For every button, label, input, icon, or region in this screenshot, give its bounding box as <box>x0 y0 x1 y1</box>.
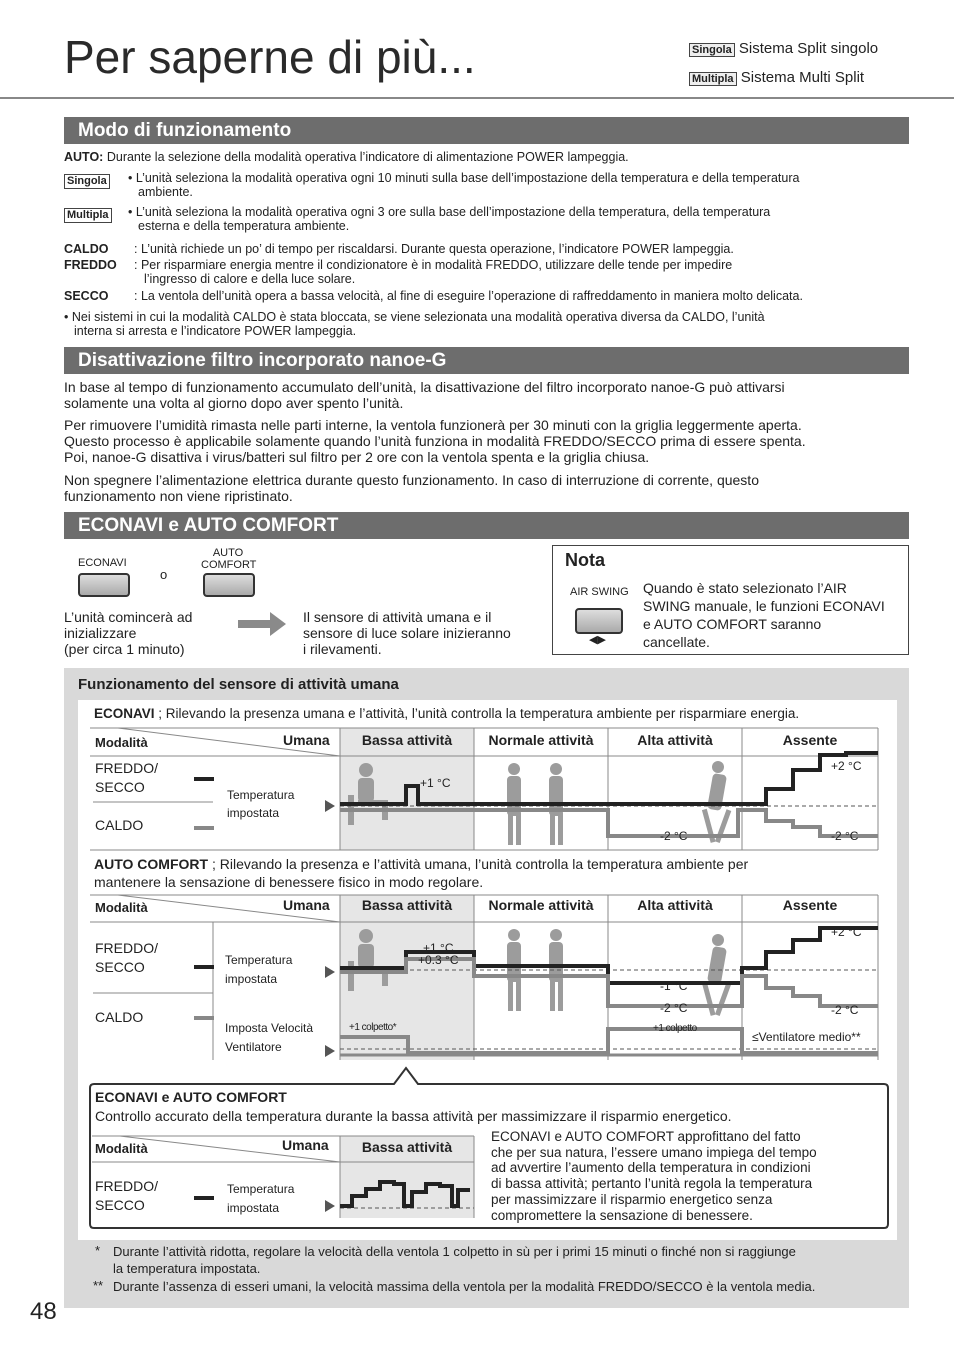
step1-line2: inizializzare <box>64 625 137 641</box>
note-caldo <box>64 310 909 338</box>
caldo-legend-mark <box>194 826 214 830</box>
chart1-secco: SECCO <box>95 779 145 795</box>
auto-text: Durante la selezione della modalità operativa l’indicatore di alimentazione POWER lampeggia. <box>106 150 629 164</box>
box-freddo-label <box>95 1177 158 1215</box>
box-p5: per massimizzare il risparmio energetico senza <box>491 1191 773 1207</box>
chart2-colpetto-star: +1 colpetto* <box>349 1022 397 1033</box>
freddo-label: FREDDO <box>64 258 117 272</box>
chart2-assente: Assente <box>782 897 838 913</box>
chart1-minus2-alta: -2 °C <box>660 829 688 843</box>
secco-label: SECCO <box>64 289 109 303</box>
page-number: 48 <box>30 1298 57 1325</box>
box-umana: Umana <box>282 1137 329 1153</box>
auto-comfort-label2: COMFORT <box>201 559 257 571</box>
step2-line3: i rilevamenti. <box>303 641 382 657</box>
auto-comfort-label1: AUTO <box>212 547 244 559</box>
box-title: ECONAVI e AUTO COMFORT <box>95 1089 287 1105</box>
box-temp-pointer-icon <box>325 1200 335 1212</box>
nota-line1: Quando è stato selezionato l’AIR <box>643 580 847 596</box>
chart2-freddo-label <box>95 939 158 977</box>
air-swing-button[interactable] <box>575 608 623 634</box>
singola-desc <box>128 171 908 199</box>
singola-tag-box: Singola <box>64 174 110 189</box>
auto-comfort-button[interactable] <box>203 573 255 597</box>
chart2-alta: Alta attività <box>637 897 713 913</box>
fn2-mark: ** <box>93 1278 104 1293</box>
chart2-fan-label <box>225 1019 313 1057</box>
chart1-plus2: +2 °C <box>831 759 862 773</box>
nota-line2: SWING manuale, le funzioni ECONAVI <box>643 598 885 614</box>
running-person-icon-2 <box>702 934 731 1016</box>
temp-pointer-icon-2 <box>325 966 335 978</box>
auto-comfort-desc <box>94 855 884 891</box>
chart2-colpetto: +1 colpetto <box>653 1023 697 1034</box>
freddo-desc <box>134 258 732 286</box>
nanoe-p1-line2: solamente una volta al giorno dopo aver spento l’unità. <box>64 395 404 411</box>
chart2-temp2: impostata <box>225 972 278 986</box>
or-text: o <box>160 567 168 582</box>
step2-text <box>303 609 511 657</box>
box-paragraph <box>491 1129 881 1223</box>
nota-title: Nota <box>565 550 605 570</box>
ac-bold: AUTO COMFORT <box>94 856 209 872</box>
freddo-legend-mark-2 <box>194 965 214 969</box>
nanoe-p2-line1: Per rimuovere l’umidità rimasta nelle parti interne, la ventola funzionerà per 30 minuti con la griglia leggermente aperta. <box>64 417 802 433</box>
nanoe-p3-line2: funzionamento non viene ripristinato. <box>64 488 293 504</box>
box-temp1: Temperatura <box>227 1182 295 1196</box>
legend-singola <box>689 40 878 57</box>
multipla-tag-box: Multipla <box>64 208 112 223</box>
multipla-line1: • L’unità seleziona la modalità operativa ogni 3 ore sulla base dell’impostazione della temperatura, della temperatura <box>128 205 771 219</box>
step1-text <box>64 609 192 657</box>
footnote2: Durante l’assenza di esseri umani, la velocità massima della ventola per la modalità FREDDO/SECCO è la ventola media. <box>113 1279 816 1294</box>
section-modo-title: Modo di funzionamento <box>64 117 909 144</box>
box-bassa: Bassa attività <box>361 1139 453 1155</box>
ac-line1: ; Rilevando la presenza e l’attività umana, l’unità controlla la temperatura ambiente per <box>211 856 749 872</box>
secco-text: : La ventola dell’unità opera a bassa velocità, al fine di eseguire l’operazione di raffreddamento in maniera molto delicata. <box>134 289 803 303</box>
nanoe-p3-line1: Non spegnere l’alimentazione elettrica durante questo funzionamento. In caso di interruzione di corrente, questo <box>64 472 759 488</box>
chart1-alta: Alta attività <box>637 732 713 748</box>
nota-text <box>643 579 905 651</box>
chart2-caldo-label: CALDO <box>95 1009 144 1025</box>
econavi-btn-label: ECONAVI <box>78 557 127 569</box>
nanoe-p2-line3: Poi, nanoe-G disattiva i virus/batteri sul filtro per 2 ore con la ventola spenta e la griglia chiusa. <box>64 449 650 465</box>
singola-line2: ambiente. <box>138 185 193 199</box>
fn1-line1: Durante l’attività ridotta, regolare la velocità della ventola 1 colpetto in sù per i primi 15 minuti o finché non si raggiunge <box>113 1244 796 1259</box>
chart1-normale: Normale attività <box>488 732 594 748</box>
air-swing-label: AIR SWING <box>570 586 629 598</box>
chart2-umana: Umana <box>283 897 330 913</box>
singola-line1: • L’unità seleziona la modalità operativa ogni 10 minuti sulla base dell’impostazione della temperatura e della temperatura <box>128 171 800 185</box>
step2-line2: sensore di luce solare inizieranno <box>303 625 511 641</box>
nota-box <box>552 545 909 655</box>
chart2-temp1: Temperatura <box>225 953 293 967</box>
econavi-desc <box>94 706 799 721</box>
temp-pointer-icon <box>325 800 335 812</box>
chart2-minus1: -1 °C <box>660 979 688 993</box>
left-right-arrows-icon: ◀▶ <box>589 634 606 646</box>
freddo-legend-mark <box>194 777 214 781</box>
chart2-plus03: +0.3 °C <box>418 953 459 967</box>
chart2-secco: SECCO <box>95 959 145 975</box>
nanoe-p2-line2: Questo processo è applicabile solamente quando l’unità funziona in modalità FREDDO/SECCO prima di essere spenta. <box>64 433 806 449</box>
box-p4: di bassa attività; pertanto l’unità regola la temperatura <box>491 1176 813 1192</box>
freddo-line1: : Per risparmiare energia mentre il condizionatore è in modalità FREDDO, utilizzare delle tende per impedire <box>134 258 733 272</box>
multipla-line2: esterna e della temperatura ambiente. <box>138 219 350 233</box>
fn1-line2: la temperatura impostata. <box>113 1261 261 1276</box>
caldo-text: : L’unità richiede un po’ di tempo per riscaldarsi. Durante questa operazione, l’indicatore POWER lampeggia. <box>134 242 734 256</box>
chart1-freddo-label <box>95 759 158 797</box>
fan-pointer-icon <box>325 1045 335 1057</box>
chart2-normale: Normale attività <box>488 897 594 913</box>
chart2-modalita: Modalità <box>95 900 148 915</box>
multipla-desc <box>128 205 908 233</box>
chart2-ventilatore-medio: ≤Ventilatore medio** <box>752 1030 861 1044</box>
ac-line2: mantenere la sensazione di benessere fisico in modo regolare. <box>94 874 484 890</box>
header-divider <box>0 97 954 99</box>
box-p3: ad avvertire l’aumento della temperatura in condizioni <box>491 1160 811 1176</box>
box-p6: compromettere la sensazione di benessere. <box>491 1207 753 1223</box>
chart1-assente: Assente <box>782 732 838 748</box>
footnote1 <box>113 1243 903 1277</box>
econavi-bold: ECONAVI <box>94 706 155 721</box>
nanoe-p1 <box>64 379 914 411</box>
box-freddo: FREDDO/ <box>95 1178 158 1194</box>
box-p2: che per sua natura, l’essere umano impiega del tempo <box>491 1144 817 1160</box>
page-title: Per saperne di più... <box>64 31 476 83</box>
chart1-temp-label <box>227 786 294 822</box>
auto-line <box>64 150 909 164</box>
chart2-plus1: +1 °C <box>423 941 454 955</box>
box-temp-label <box>227 1180 294 1218</box>
step1-line1: L’unità comincerà ad <box>64 609 193 625</box>
freddo-line2: l’ingresso di calore e della luce solare. <box>144 272 356 286</box>
box-freddo-legend-mark <box>194 1196 214 1200</box>
chart1-modalita: Modalità <box>95 735 148 750</box>
auto-label: AUTO: <box>64 150 104 164</box>
chart2-minus2-assente: -2 °C <box>831 1003 859 1017</box>
multipla-text: Sistema Multi Split <box>740 69 865 86</box>
caldo-label: CALDO <box>64 242 109 256</box>
chart1-temp1: Temperatura <box>227 788 295 802</box>
arrow-right-icon <box>238 612 286 636</box>
econavi-text: ; Rilevando la presenza umana e l’attività, l’unità controlla la temperatura ambiente per risparmiare energia. <box>158 706 800 721</box>
chart1-umana: Umana <box>283 732 330 748</box>
note-line2: interna si arresta e l’indicatore POWER lampeggia. <box>74 324 357 338</box>
box-subtitle: Controllo accurato della temperatura durante la bassa attività per massimizzare il risparmio energetico. <box>95 1108 732 1124</box>
econavi-button[interactable] <box>78 573 130 597</box>
chart2-bassa: Bassa attività <box>361 897 453 913</box>
chart2-vel1: Imposta Velocità <box>225 1021 314 1035</box>
chart1-temp2: impostata <box>227 806 280 820</box>
chart1-minus2-assente: -2 °C <box>831 829 859 843</box>
chart1-plus1: +1 °C <box>420 776 451 790</box>
chart2-plus2: +2 °C <box>831 925 862 939</box>
fn1-mark: * <box>95 1243 101 1258</box>
singola-text: Sistema Split singolo <box>738 40 879 57</box>
nanoe-p2 <box>64 417 914 465</box>
step2-line1: Il sensore di attività umana e il <box>303 609 492 625</box>
box-p1: ECONAVI e AUTO COMFORT approfittano del fatto <box>491 1129 801 1144</box>
nota-line3: e AUTO COMFORT saranno <box>643 616 822 632</box>
chart2-vel2: Ventilatore <box>225 1040 282 1054</box>
box-modalita: Modalità <box>95 1141 148 1156</box>
section-nanoe-title: Disattivazione filtro incorporato nanoe-G <box>64 347 909 374</box>
box-temp2: impostata <box>227 1201 280 1215</box>
auto-comfort-btn-label <box>201 547 255 571</box>
chart1-bassa: Bassa attività <box>361 732 453 748</box>
panel-title: Funzionamento del sensore di attività umana <box>78 676 399 693</box>
chart1-freddo: FREDDO/ <box>95 760 158 776</box>
nanoe-p3 <box>64 472 914 504</box>
running-person-icon <box>702 761 731 843</box>
legend-multipla <box>689 69 864 86</box>
note-line1: • Nei sistemi in cui la modalità CALDO è stata bloccata, se viene selezionata una modalità operativa diversa da CALDO, l’unità <box>64 310 765 324</box>
nota-line4: cancellate. <box>643 634 710 650</box>
multipla-tag: Multipla <box>689 72 737 86</box>
chart2-freddo: FREDDO/ <box>95 940 158 956</box>
caldo-legend-mark-2 <box>194 1016 214 1020</box>
step1-line3: (per circa 1 minuto) <box>64 641 185 657</box>
chart2-minus2-alta: -2 °C <box>660 1001 688 1015</box>
chart2-temp-label <box>225 951 292 989</box>
box-secco: SECCO <box>95 1197 145 1213</box>
section-econavi-title: ECONAVI e AUTO COMFORT <box>64 512 909 539</box>
chart1-caldo-label: CALDO <box>95 817 144 833</box>
nanoe-p1-line1: In base al tempo di funzionamento accumulato dell’unità, la disattivazione del filtro incorporato nanoe-G può attivarsi <box>64 379 785 395</box>
singola-tag: Singola <box>689 43 735 57</box>
